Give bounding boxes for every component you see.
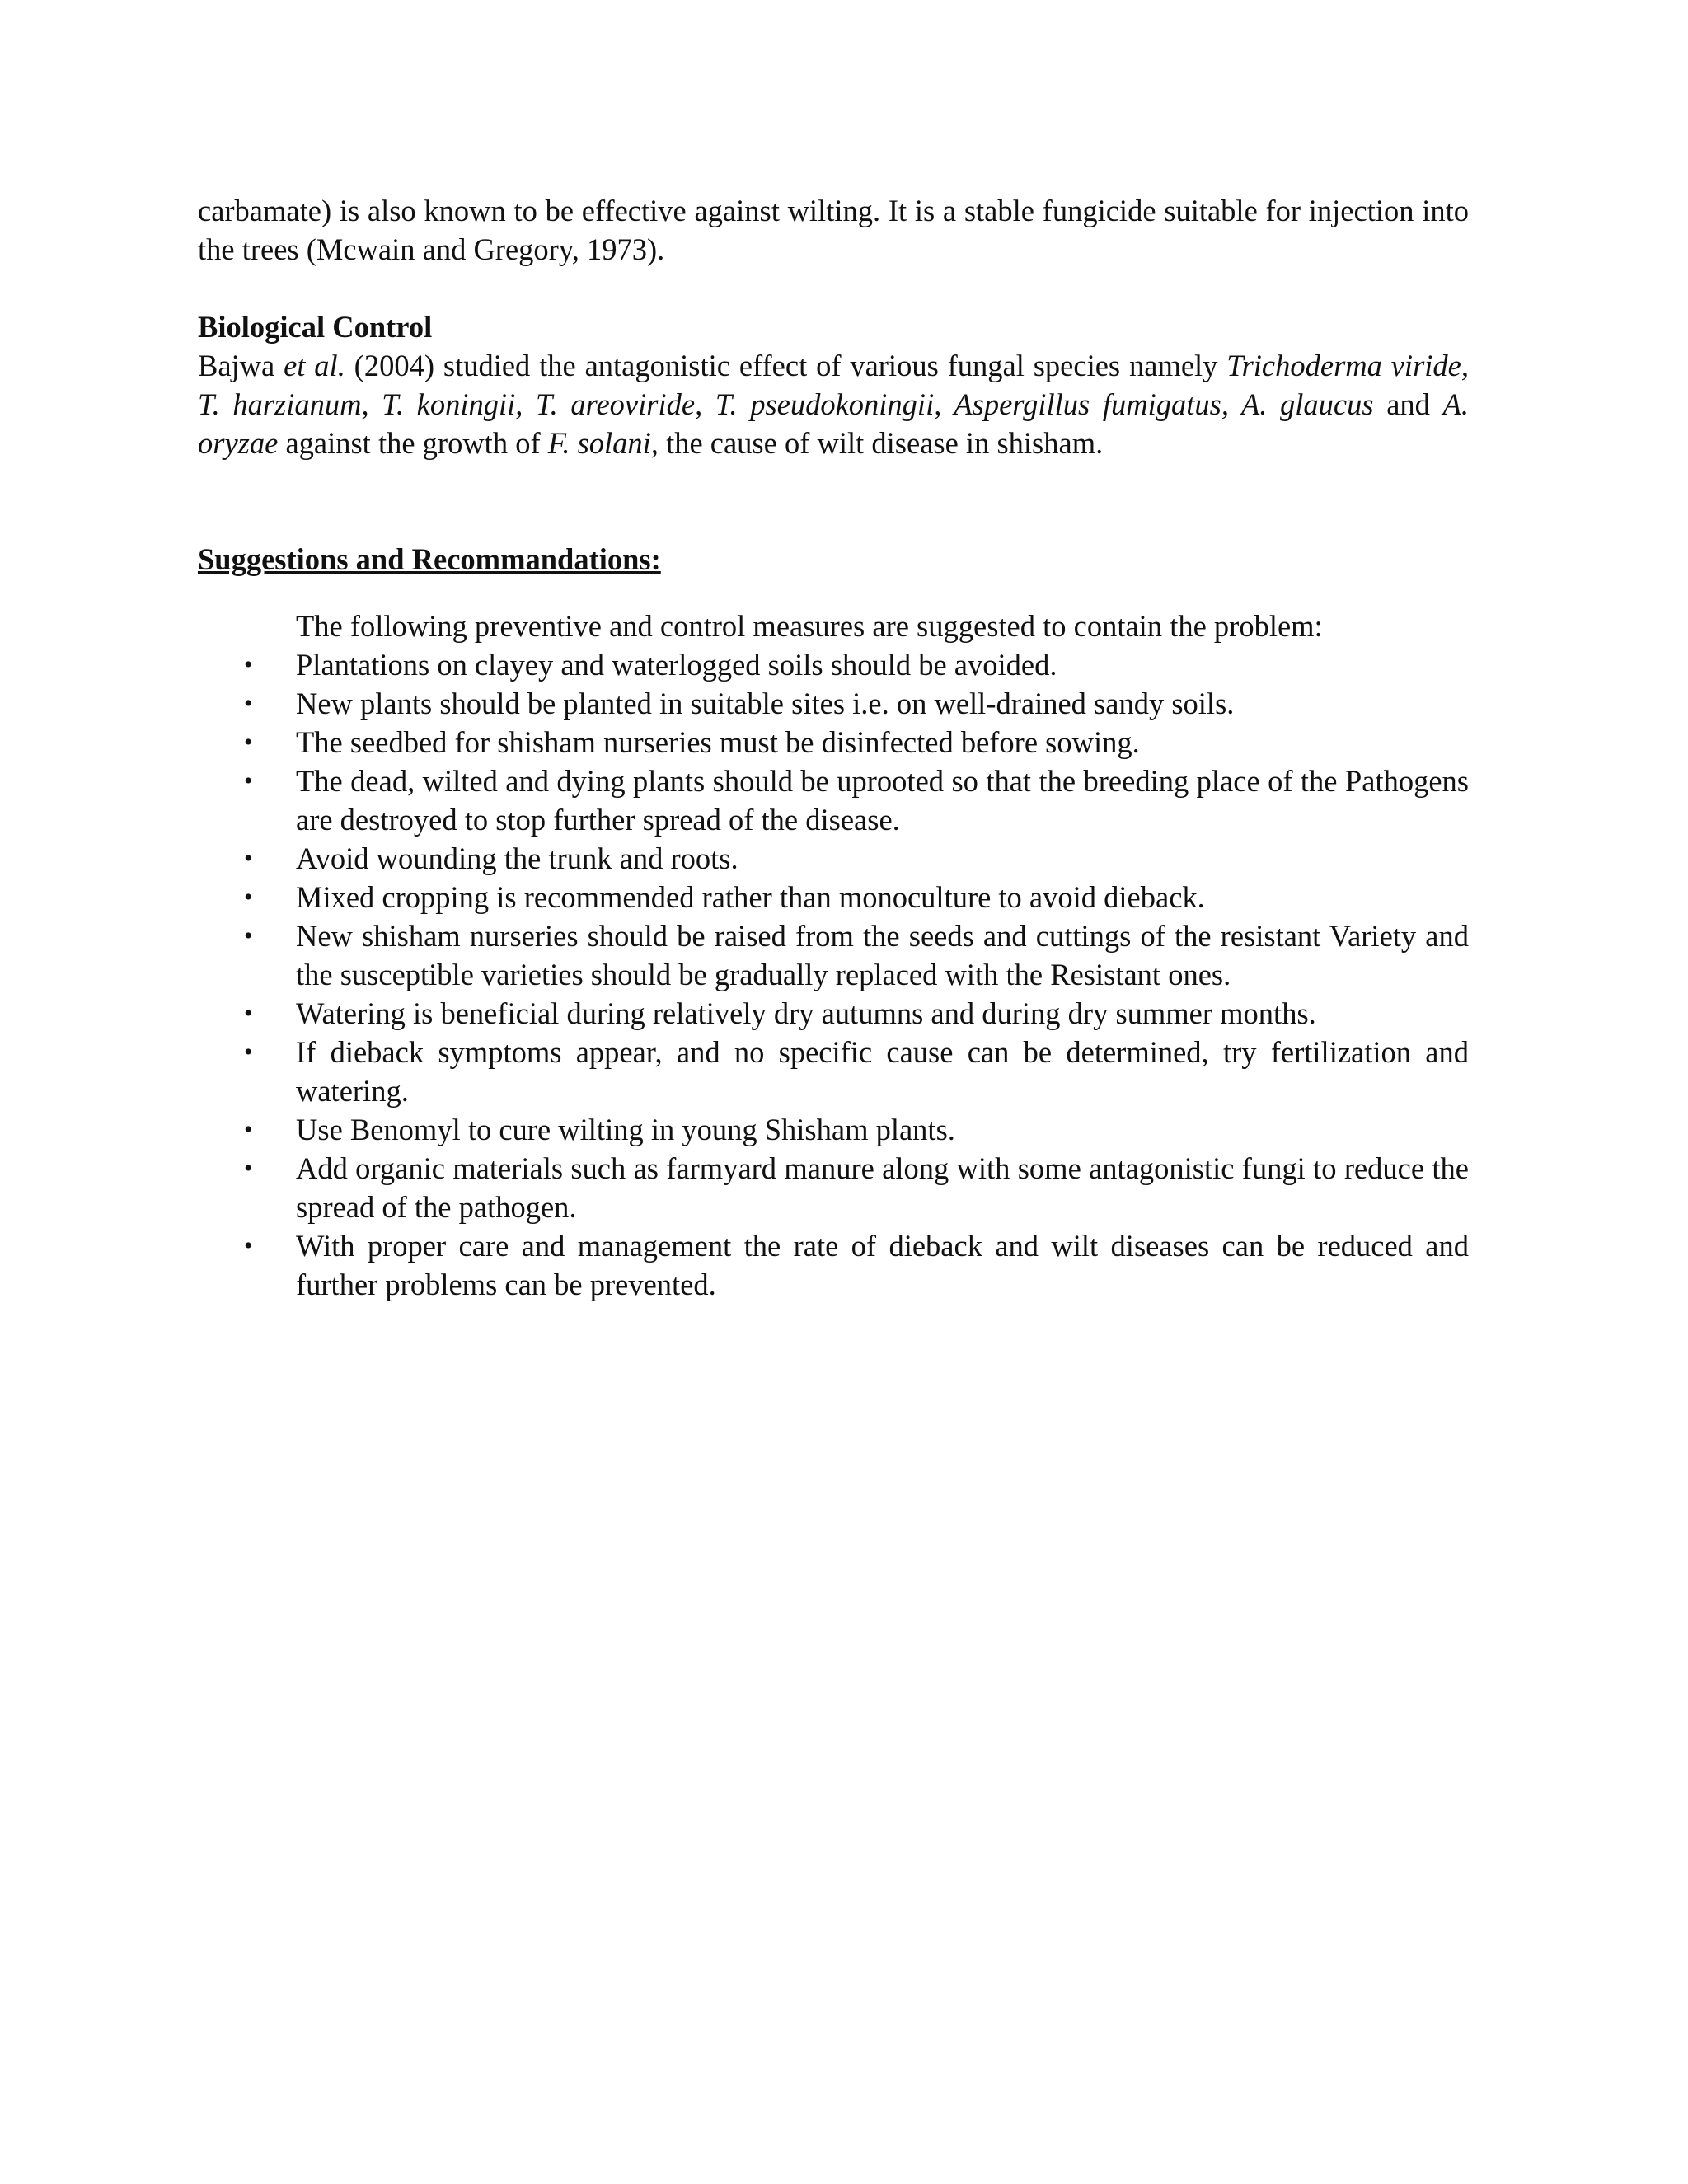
text-segment: Bajwa [198,349,284,382]
list-item [198,1226,1469,1304]
list-item-text: Plantations on clayey and waterlogged soils should be avoided. [296,648,1057,682]
page-content [198,191,1469,1304]
list-item [198,645,1469,684]
list-item [198,684,1469,723]
list-item-text: New shisham nurseries should be raised from the seeds and cuttings of the resistant Variety and the susceptible varieties should be gradually replaced with the Resistant ones. [296,919,1469,991]
bullet-icon: • [244,922,253,949]
list-item [198,916,1469,994]
list-item-text: New plants should be planted in suitable sites i.e. on well-drained sandy soils. [296,687,1235,720]
bullet-icon: • [244,651,253,678]
biological-control-paragraph [198,346,1469,462]
suggestions-heading: Suggestions and Recommandations: [198,542,661,576]
list-item [198,878,1469,916]
species-name: F. solani, [547,426,659,460]
list-item-text: With proper care and management the rate of dieback and wilt diseases can be reduced and further problems can be prevented. [296,1229,1469,1301]
list-item [198,762,1469,839]
continuation-paragraph: carbamate) is also known to be effective against wilting. It is a stable fungicide suitable for injection into the trees (Mcwain and Gregory, 1973). [198,194,1469,266]
bullet-icon: • [244,1155,253,1182]
text-segment: and [1373,387,1443,421]
italic-segment: et al. [284,349,345,382]
list-item [198,1033,1469,1110]
recommendations-list [198,645,1469,1304]
suggestions-intro: The following preventive and control measures are suggested to contain the problem: [296,609,1323,643]
bullet-icon: • [244,690,253,717]
bullet-icon: • [244,1232,253,1259]
list-item-text: If dieback symptoms appear, and no specific cause can be determined, try fertilization and watering. [296,1035,1469,1108]
list-item-text: The dead, wilted and dying plants should be uprooted so that the breeding place of the Pathogens are destroyed to stop further spread of the disease. [296,764,1469,837]
list-item [198,1149,1469,1226]
list-item [198,1110,1469,1149]
bullet-icon: • [244,729,253,756]
bullet-icon: • [244,883,253,911]
bullet-icon: • [244,767,253,794]
list-item-text: The seedbed for shisham nurseries must be disinfected before sowing. [296,725,1140,759]
bullet-icon: • [244,1000,253,1027]
list-item-text: Use Benomyl to cure wilting in young Shisham plants. [296,1113,955,1146]
list-item [198,994,1469,1033]
text-segment: (2004) studied the antagonistic effect of various fungal species namely [345,349,1227,382]
bullet-icon: • [244,845,253,872]
biological-control-heading: Biological Control [198,310,433,344]
text-segment: the cause of wilt disease in shisham. [658,426,1104,460]
text-segment: against the growth of [278,426,548,460]
list-item-text: Add organic materials such as farmyard manure along with some antagonistic fungi to reduce the spread of the pathogen. [296,1151,1469,1224]
list-item-text: Watering is beneficial during relatively dry autumns and during dry summer months. [296,996,1316,1030]
list-item-text: Avoid wounding the trunk and roots. [296,841,738,875]
species-list: Trichoderma viride, T. harzianum, T. koningii, T. areoviride, T. pseudokoningii, Aspergillus fumigatus, A. glaucus [198,349,1469,421]
species-name: A. oryzae [198,387,1469,460]
bullet-icon: • [244,1038,253,1066]
bullet-icon: • [244,1116,253,1143]
list-item [198,723,1469,762]
list-item [198,839,1469,878]
list-item-text: Mixed cropping is recommended rather than monoculture to avoid dieback. [296,880,1205,914]
